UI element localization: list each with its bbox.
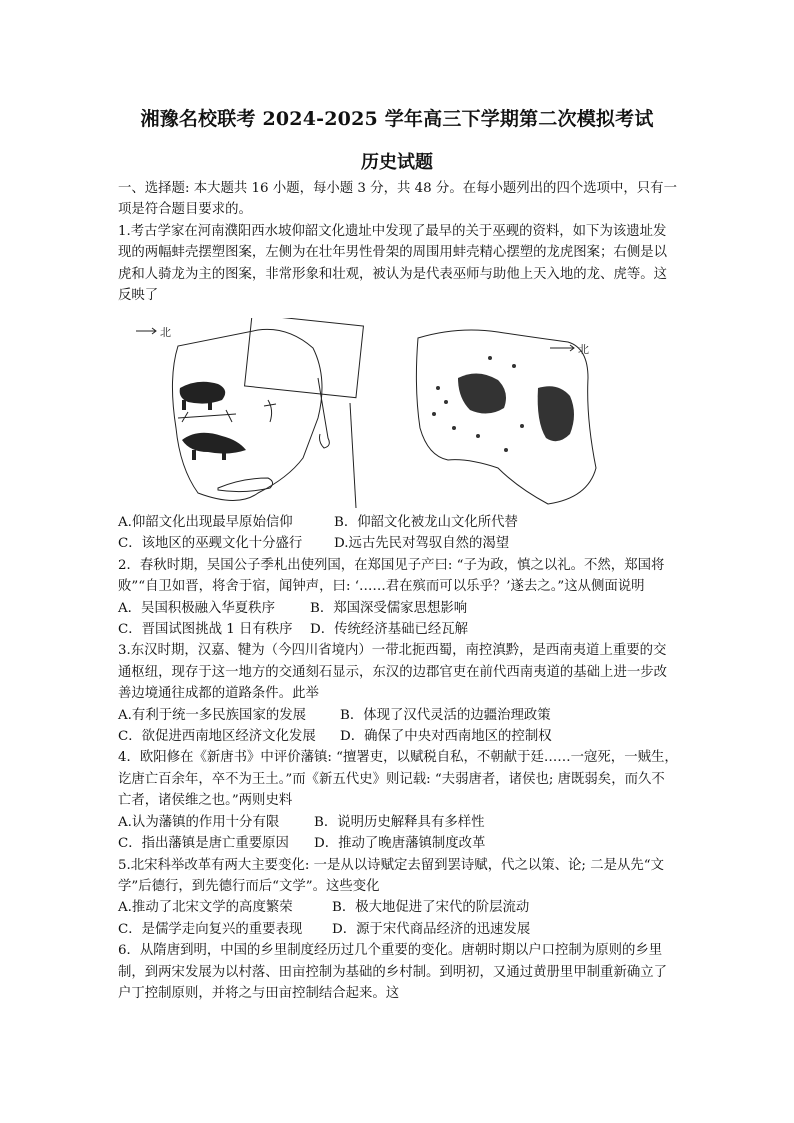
q1-option-b[interactable]: B．仰韶文化被龙山文化所代替 — [334, 515, 518, 530]
question-3-stem: 3.东汉时期，汉嘉、犍为（今四川省境内）一带北扼西蜀，南控滇黔，是西南夷道上重要的交通枢纽，现存于这一地方的交通刻石显示，东汉的边郡官吏在前代西南夷道的基础上进一步改善边境通往成都的道路条件。此举 — [118, 643, 668, 702]
q1-figure — [118, 318, 678, 510]
questions-block — [118, 512, 678, 1004]
q3-option-d[interactable]: D．确保了中央对西南地区的控制权 — [340, 729, 552, 745]
right-north-label: 北 — [578, 343, 589, 356]
exam-title: 湘豫名校联考 2024-2025 学年高三下学期第二次模拟考试 — [140, 108, 654, 130]
q3-options-row-1 — [118, 705, 678, 726]
standing-skeleton-shape — [318, 378, 329, 448]
q3-options-row-2 — [118, 726, 678, 747]
question-2-stem: 2．春秋时期，吴国公子季札出使列国，在郑国见子产曰: “子为政，慎之以礼。不然，郑国将败”“自卫如晋，将舍于宿，闻钟声，曰: ‘……君在殡而可以乐乎？’遂去之。”这从侧面说明 — [118, 557, 665, 595]
q4-options-row-2 — [118, 833, 678, 854]
q5-option-c[interactable]: C．是儒学走向复兴的重要表现 — [118, 921, 303, 937]
left-burial-drawing — [136, 318, 363, 508]
q2-option-d[interactable]: D．传统经济基础已经瓦解 — [310, 622, 469, 638]
rider-dragon-mosaic-shape — [432, 356, 574, 452]
q3-option-b[interactable]: B．体现了汉代灵活的边疆治理政策 — [340, 707, 551, 723]
q4-option-b[interactable]: B．说明历史解释具有多样性 — [314, 814, 485, 830]
dragon-mosaic-shape — [182, 433, 246, 460]
q4-options-row-1 — [118, 812, 678, 833]
left-north-label: 北 — [160, 326, 171, 339]
q5-option-b[interactable]: B．极大地促进了宋代的阶层流动 — [332, 900, 530, 916]
q2-options-row-1 — [118, 598, 678, 619]
question-4-stem: 4．欧阳修在《新唐书》中评价藩镇: “擅署吏，以赋税自私，不朝献于廷……一寇死，一贼生，讫唐亡百余年，卒不为王土。”而《新五代史》则记载: “夫弱唐者，诸侯也; 唐既弱矣，而久不亡者，诸侯维之也。”两则史料 — [118, 750, 678, 809]
q2-option-a[interactable]: A．吴国积极融入华夏秩序 — [118, 600, 275, 616]
q1-option-d[interactable]: D.远古先民对驾驭自然的渴望 — [334, 536, 510, 552]
q2-options-row-2 — [118, 619, 678, 640]
q5-option-a[interactable]: A.推动了北宋文学的高度繁荣 — [118, 900, 293, 916]
q4-option-c[interactable]: C．指出藩镇是唐亡重要原因 — [118, 836, 289, 852]
q1-options-row-1 — [118, 512, 678, 533]
tiger-mosaic-shape — [180, 382, 226, 410]
section-instruction: 一、选择题: 本大题共 16 小题，每小题 3 分，共 48 分。在每小题列出的四个选项中，只有一项是符合题目要求的。 — [118, 181, 677, 218]
q3-option-c[interactable]: C．欲促进西南地区经济文化发展 — [118, 729, 316, 745]
q2-option-c[interactable]: C．晋国试图挑战 1 日有秩序 — [118, 622, 293, 638]
q1-option-a[interactable]: A.仰韶文化出现最早原始信仰 — [118, 515, 293, 530]
q4-option-a[interactable]: A.认为藩镇的作用十分有限 — [118, 814, 280, 830]
q3-option-a[interactable]: A.有利于统一多民族国家的发展 — [118, 707, 307, 723]
exam-subtitle: 历史试题 — [361, 152, 433, 173]
q1-options-row-2 — [118, 533, 678, 554]
q2-option-b[interactable]: B．郑国深受儒家思想影响 — [310, 600, 468, 616]
q5-option-d[interactable]: D．源于宋代商品经济的迅速发展 — [332, 921, 531, 937]
skeleton-shape — [178, 410, 236, 422]
q1-option-c[interactable]: C．该地区的巫觋文化十分盛行 — [118, 536, 303, 552]
q5-options-row-2 — [118, 919, 678, 940]
small-figure-shape — [264, 400, 276, 422]
question-1-stem: 1.考古学家在河南濮阳西水坡仰韶文化遗址中发现了最早的关于巫觋的资料，如下为该遗址发现的两幅蚌壳摆塑图案，左侧为在壮年男性骨架的周围用蚌壳精心摆塑的龙虎图案；右侧是以虎和人骑龙为主的图案，非常形象和壮观，被认为是代表巫师与助他上天入地的龙、虎等。这反映了 — [118, 223, 668, 304]
question-5-stem: 5.北宋科举改革有两大主要变化: 一是从以诗赋定去留到罢诗赋，代之以策、论; 二是从先“文学”后德行，到先德行而后“文学”。这些变化 — [118, 857, 664, 894]
right-mosaic-drawing — [416, 330, 596, 504]
q5-options-row-1 — [118, 897, 678, 918]
question-6-stem: 6．从隋唐到明，中国的乡里制度经历过几个重要的变化。唐朝时期以户口控制为原则的乡里制，到两宋发展为以村落、田亩控制为基础的乡村制。到明初，又通过黄册里甲制重新确立了户丁控制原则，并将之与田亩控制结合起来。这 — [118, 943, 668, 1001]
lower-skeleton-shape — [218, 478, 273, 492]
section-and-q1 — [118, 178, 678, 306]
q4-option-d[interactable]: D．推动了晚唐藩镇制度改革 — [314, 836, 486, 852]
